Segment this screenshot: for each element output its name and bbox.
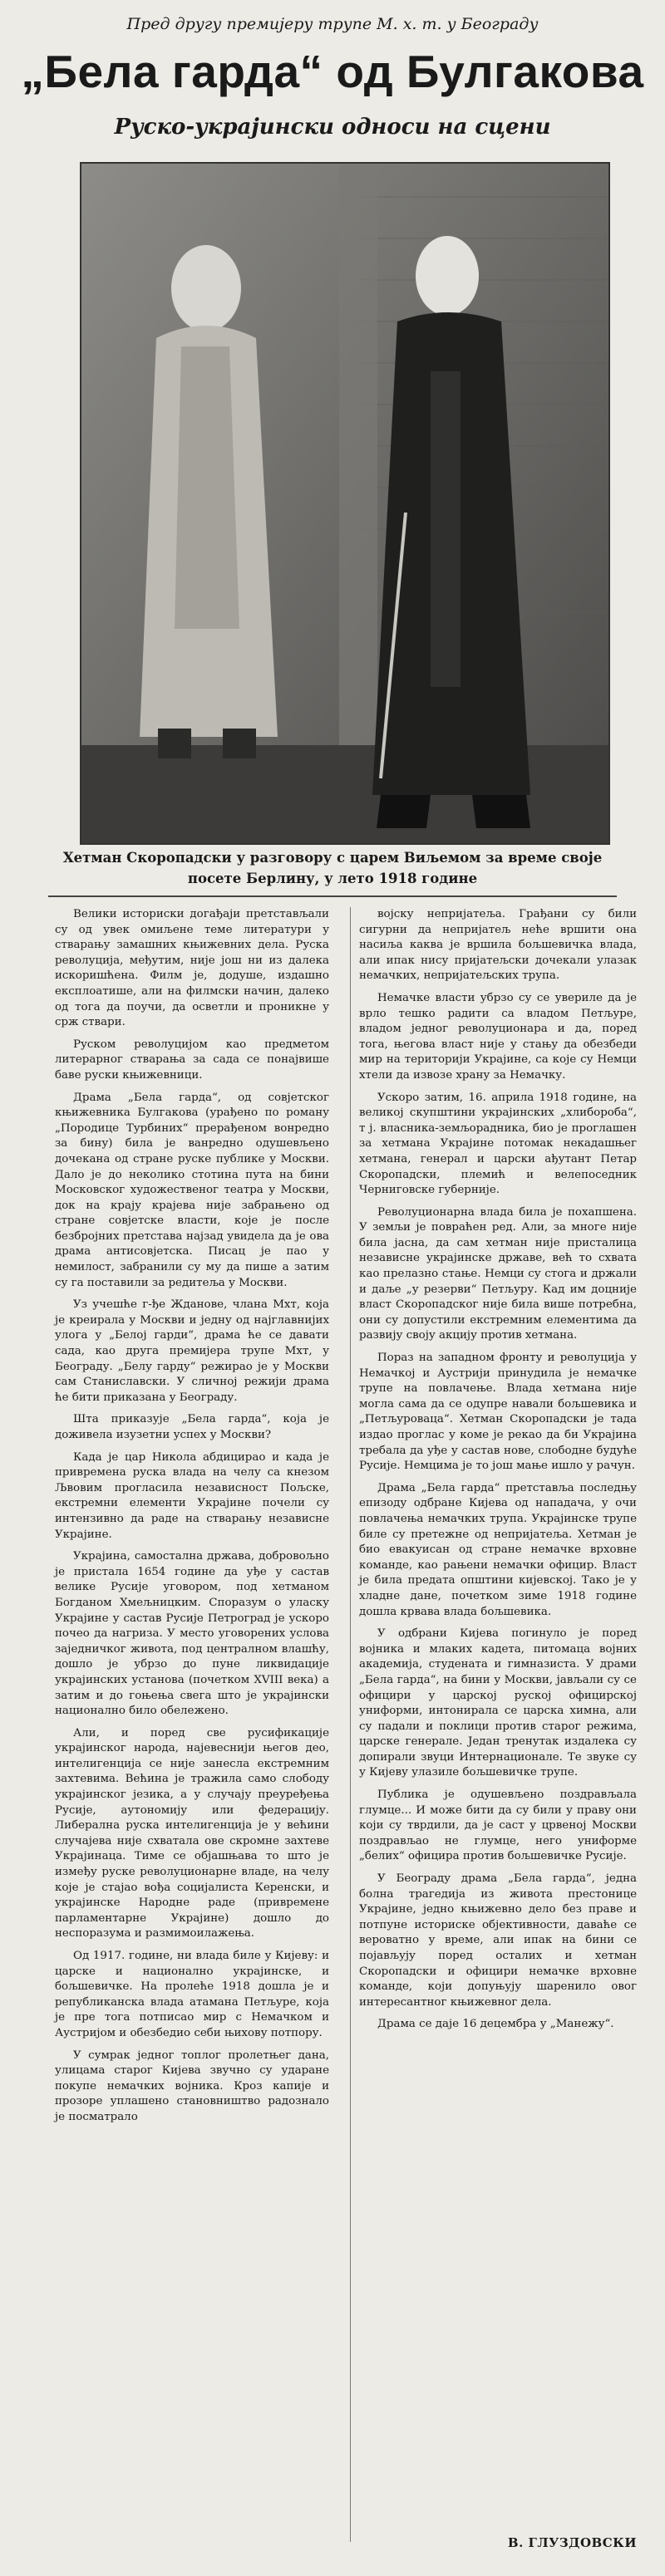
paragraph: Шта приказује „Бела гарда“, која је доживела изузетни успех у Москви? — [55, 1413, 329, 1441]
paragraph: војску непријатеља. Грађани су били сигурни да непријатељ неће вршити она насиља каква је вршила бољшевичка влада, али ипак нису пријатељски дочекали улазак немачких, непријатељских трупа. — [359, 908, 637, 983]
paragraph: Ускоро затим, 16. априла 1918 године, на великој скупштини украјинских „хлибороба“, т ј. власника-земљорадника, био је проглашен за хетмана Украјине потомак некадашњег хетмана, генерал и царски ађутант Петар Скоропадски, племић и велепоседник Черниговске губерније. — [359, 1091, 637, 1197]
paragraph: Драма „Бела гарда“, од совјетског књижевника Булгакова (урађено по роману „Породице Турбиних“ прерађеном вонредно за бину) била је ванредно одушевљено дочекана од стране руске публике у Москви. Дало је до неколико стотина пута на бини Московског художественог театра у Москви, док на крају крајева није забрањено од стране совјетске власти, које је после безбројних претстава најзад увидела да је ова драма антисовјетска. Писац је пао у немилост, забранили су му да пише а затим су га поставили за редитеља у Москви. — [55, 1091, 329, 1289]
paragraph: Велики историски догађаји претстављали су од увек омиљене теме литератури у стварању замашних књижевних дела. Руска револуција, међутим, није још ни из далека искоришћена. Филм је, додуше, издашно експлоатише, али на филмски начин, далеко од тога да поучи, да осветли и проникне у срж ствари. — [55, 908, 329, 1029]
paragraph: Али, и поред све русификације украјинског народа, најевеснији његов део, интелигенција се није занесла екстремним захтевима. Већина је тражила само слободу украјинског језика, а у случају преуређења Русије, аутономију или федерацију. Либерална руска интелигенција је у већини случајева није схватала ове скромне захтеве Украјинаца. Тиме се објашњава то што је између руске револуционарне владе, на челу које је стајао вођа социјалиста Керенски, и украјинске Народне раде (привремене парламентарне Украјине) дошло до неспоразума и размимоилажења. — [55, 1726, 329, 1941]
subtitle: Руско-украјински односи на сцени — [114, 115, 551, 140]
paragraph: У одбрани Кијева погинуло је поред војника и млаких кадета, питомаца војних академија, студената и гимназиста. У драми „Бела гарда“, на бини у Москви, јављали су се официри у царској руској официрској униформи, интонирала се царска химна, али су падали и поклици против старог режима, царске генерале. Један тренутак издалека су допирали звуци Интернационале. Те звуке су у Кијеву улазиле бољшевичке трупе. — [359, 1627, 637, 1779]
headline: „Бела гарда“ од Булгакова — [21, 46, 644, 97]
paragraph: Руском револуцијом као предметом литерарног стварања за сада се понајвише баве руски књижевници. — [55, 1038, 329, 1082]
historical-photo — [80, 162, 610, 845]
article-column-left — [55, 907, 329, 2132]
paragraph: У Београду драма „Бела гарда“, једна болна трагедија из живота престонице Украјине, једно књижевно дело без праве и потпуне историске објективности, даваће се вероватно у време, али ипак на бини се појављују поред осталих и хетман Скоропадски и официри немачке врховне команде, који допуњују шаренило овог интересантног књижевног дела. — [359, 1872, 637, 2009]
paragraph: Од 1917. године, ни влада биле у Кијеву: и царске и национално украјинске, и бољшевичке. На пролеће 1918 дошла је и републиканска влада атамана Петљуре, која је пре тога потписао мир с Немачком и Аустријом и обезбедио себи њихову потпору. — [55, 1950, 329, 2039]
photo-caption: Хетман Скоропадски у разговору с царем Виљемом за време своје посете Берлину, у лето 1918 године — [62, 850, 603, 886]
column-divider — [350, 907, 351, 2542]
paragraph: Уз учешће г-ђе Ждановe, чланa Мхт, која је креирала у Москви и једну од најглавнијих улога у „Белој гарди“, драма ће се давати сада, као друга премијера трупе Мхт, у Београду. „Белу гарду“ режирао је у Москви сам Станиславски. У сличној режији драма ће бити приказана у Београду. — [55, 1298, 329, 1404]
paragraph: Драма се даје 16 децембра у „Манежу“. — [377, 2018, 614, 2031]
caption-divider — [48, 895, 617, 897]
article-column-right — [359, 907, 637, 2039]
paragraph: Када је цар Никола абдицирао и када је привремена руска влада на челу са кнезом Љвовим прогласила независност Пољске, екстремни елементи Украјине почели су интензивно да раде на стварању независне Украјине. — [55, 1450, 329, 1541]
author-signature: В. ГЛУЗДОВСКИ — [507, 2535, 637, 2550]
paragraph: У сумрак једног топлог пролетњег дана, улицама старог Кијева звучно су ударане покупе немачких војника. Кроз капије и прозоре уплашено становништво радознало је посматрало — [55, 2049, 329, 2123]
paragraph: Украјина, самостална држава, добровољно је пристала 1654 године да уђе у састав велике Русије уговором, под хетманом Богданом Хмељницким. Споразум о уласку Украјине у састав Русије Петроград је ускоро почео да нагриза. У место уговорених услова заједничког живота, под централном влашћу, дошло је убрзо до пуне ликвидације украјинских установа (почетком XVIII века) а затим и до гоњења свега што је украјински национално било обележено. — [55, 1550, 329, 1718]
paragraph: Публика је одушевљено поздрављала глумце... И може бити да су били у праву они који су тврдили, да је саст у црвеној Москви поздрављао не глумце, него униформе „белих“ официра против бољшевичке Русије. — [359, 1788, 637, 1863]
paragraph: Револуционарна влада била је похапшена. У земљи је повраћен ред. Али, за многе није била јасна, да сам хетман није присталица независне украјинске државе, већ то схвата као прелазно стање. Немци су стога и држали и даље „у резерви“ Петљуру. Кад им доцније влаcт Скоропадског није била више потребна, они су допустили екстремним елементима да развију своју акцију против хетмана. — [359, 1205, 637, 1342]
paragraph: Пораз на западном фронту и револуција у Немачкој и Аустрији принудила је немачке трупе на повлачење. Влада хетмана није могла сама да се одупре навали бољшевика и „Петљуроваца“. Хетман Скоропадски је тада издао проглас у коме је рекао да би Украјина требала да уђе у састав нове, слободне будуће Русије. Немцима је то још мање ишло у рачун. — [359, 1352, 637, 1473]
paragraph: Драма „Бела гарда“ претставља последњу епизоду одбране Кијева од нападача, у очи повлачења немачких трупа. Украјинске трупе биле су претежне од непријатеља. Хетман је био евакуисан од стране немачке врховне команде, као рањени немачки официр. Влаcт је била предата општини кијевској. Тако је у хладне дане, почетком зиме 1918 године дошла крвава влада бољшевика. — [359, 1481, 637, 1618]
paragraph: Немачке власти убрзо су се увериле да је врло тешко радити са владом Петљуре, владом једног револуционара и да, поред тога, његова власт није у стању да обезбеди мир на територији Украјине, са које су Немци хтели да извозе храну за Немачку. — [359, 991, 637, 1082]
kicker-line: Пред другу премијеру трупе М. х. т. у Београду — [126, 15, 539, 33]
